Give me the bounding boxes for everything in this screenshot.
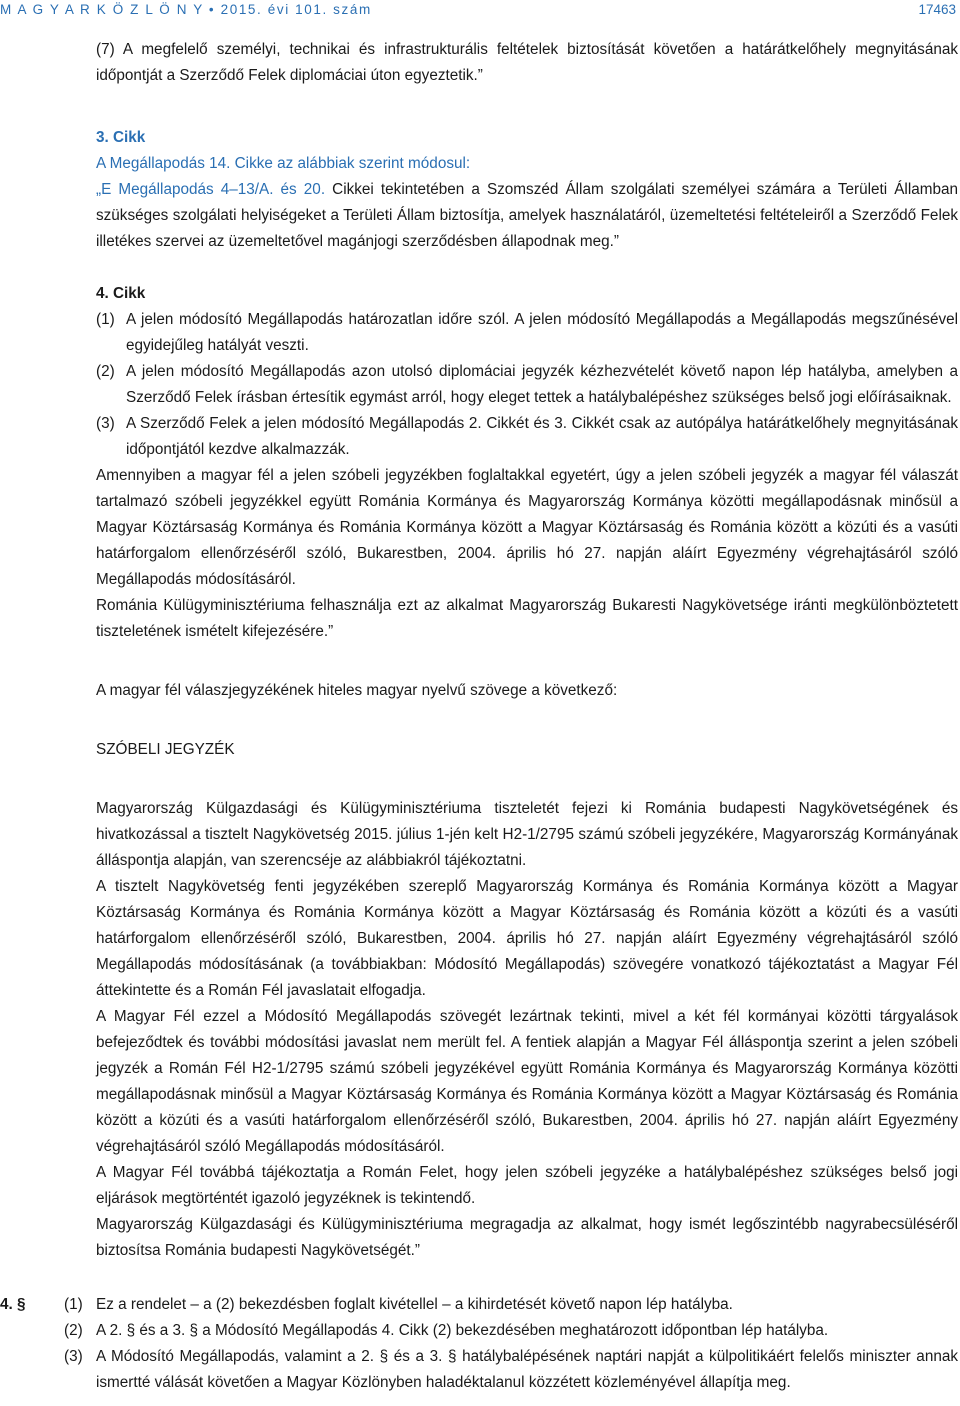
note-paragraph-4: A Magyar Fél továbbá tájékoztatja a Román Felet, hogy jelen szóbeli jegyzéke a hatálybalépéshez szükséges belső jogi eljárások megtörténtét igazoló jegyzéknek is tekintendő.	[96, 1164, 958, 1207]
cikk4-item-1	[96, 307, 958, 359]
note-paragraph-1: Magyarország Külgazdasági és Külügyminisztériuma tiszteletét fejezi ki Románia budapesti Nagykövetségének és hivatkozással a tisztelt Nagykövetség 2015. július 1-jén kelt H2-1/2795 számú szóbeli jegyzékére, Magyarország Kormányának álláspontja alapján, van szerencséje az alábbiakról tájékoztatni.	[96, 800, 958, 869]
intro-paragraph: (7) A megfelelő személyi, technikai és infrastrukturális feltételek biztosítását követően a határátkelőhely megnyitásának időpontját a Szerződő Felek diplomáciai úton egyeztetik.”	[96, 41, 958, 84]
cikk4-paragraph-b: Románia Külügyminisztériuma felhasználja ezt az alkalmat Magyarország Bukaresti Nagykövetsége iránti megkülönböztetett tiszteletének ismételt kifejezésére.”	[96, 597, 958, 640]
item-number: (3)	[96, 415, 115, 432]
cikk3-line1: A Megállapodás 14. Cikke az alábbiak szerint módosul:	[96, 155, 471, 172]
document-body	[0, 37, 958, 1396]
item-text: Ez a rendelet – a (2) bekezdésben foglalt kivétellel – a kihirdetését követő napon lép hatályba.	[96, 1296, 733, 1313]
item-text: A jelen módosító Megállapodás azon utolsó diplomáciai jegyzék kézhezvételét követő napon lép hatályba, amelyben a Szerződő Felek írásban értesítik egymást arról, hogy eleget tettek a hatálybalépéshez szükséges belső jogi előírásaiknak.	[126, 363, 958, 406]
item-text: A Szerződő Felek a jelen módosító Megállapodás 2. Cikkét és 3. Cikkét csak az autópálya határátkelőhely megnyitásának időpontjától kezdve alkalmazzák.	[126, 415, 958, 458]
page-number: 17463	[918, 2, 956, 17]
item-number: (2)	[64, 1322, 83, 1339]
note-heading: SZÓBELI JEGYZÉK	[96, 741, 235, 758]
cikk3-text-rest: Cikkei tekintetében a Szomszéd Állam szolgálati személyei számára a Területi Államban szükséges szolgálati helyiségeket a Területi Állam biztosítja, amelyek használatáról, üzemeltetési feltételeiről a Szerződő Felek illetékes szervei az üzemeltetővel magánjogi szerződésben állapodnak meg.”	[96, 181, 959, 250]
reply-intro: A magyar fél válaszjegyzékének hiteles magyar nyelvű szövege a következő:	[96, 682, 618, 699]
item-number: (1)	[96, 311, 115, 328]
item-text: A Módosító Megállapodás, valamint a 2. § és a 3. § hatálybalépésének naptári napját a külpolitikáért felelős miniszter annak ismertté válását követően a Magyar Közlönyben haladéktalanul közzétett közleményével állapítja meg.	[96, 1348, 958, 1391]
cikk3-title: 3. Cikk	[96, 129, 146, 146]
section-item-2	[64, 1318, 958, 1344]
section-label: 4. §	[0, 1296, 26, 1313]
cikk3-text-blue: „E Megállapodás 4–13/A. és 20.	[96, 181, 326, 198]
item-number: (1)	[64, 1296, 83, 1313]
item-number: (2)	[96, 363, 115, 380]
journal-title: M A G Y A R K Ö Z L Ö N Y • 2015. évi 101. szám	[0, 2, 372, 17]
cikk4-title: 4. Cikk	[96, 285, 146, 302]
item-text: A jelen módosító Megállapodás határozatlan időre szól. A jelen módosító Megállapodás a Megállapodás megszűnésével egyidejűleg hatályát veszti.	[126, 311, 958, 354]
cikk4-items	[0, 307, 958, 463]
cikk4-item-2	[96, 359, 958, 411]
cikk3-text	[0, 177, 958, 255]
note-paragraph-5: Magyarország Külgazdasági és Külügyminisztériuma megragadja az alkalmat, hogy ismét legőszintébb nagyrabecsüléséről biztosítsa Románia budapesti Nagykövetségét.”	[96, 1216, 958, 1259]
cikk4-paragraph-a: Amennyiben a magyar fél a jelen szóbeli jegyzékben foglaltakkal egyetért, úgy a jelen szóbeli jegyzék a magyar fél válaszát tartalmazó szóbeli jegyzékkel együtt Románia Kormánya és Magyarország Kormánya közötti megállapodásnak minősül a Magyar Köztársaság Kormánya és Románia Kormánya között a Magyar Köztársaság és Románia között a közúti és a vasúti határforgalom ellenőrzéséről szóló, Bukarestben, 2004. április hó 27. napján aláírt Egyezmény végrehajtásáról szóló Megállapodás módosításáról.	[96, 467, 958, 588]
note-paragraph-2: A tisztelt Nagykövetség fenti jegyzékében szereplő Magyarország Kormánya és Románia Kormánya között a Magyar Köztársaság Kormánya és Románia Kormánya között a Magyar Köztársaság és Románia között a közúti és a vasúti határforgalom ellenőrzéséről szóló, Bukarestben, 2004. április hó 27. napján aláírt Egyezmény végrehajtásáról szóló Megállapodás módosításának (a továbbiakban: Módosító Megállapodás) szövegére vonatkozó tájékoztatást a Magyar Fél áttekintette és a Román Fél javaslatait elfogadja.	[96, 878, 958, 999]
section-item-1	[64, 1292, 958, 1318]
item-text: A 2. § és a 3. § a Módosító Megállapodás 4. Cikk (2) bekezdésében meghatározott időpontban lép hatályba.	[96, 1322, 829, 1339]
item-number: (3)	[64, 1348, 83, 1365]
section-items	[64, 1292, 958, 1396]
page-header	[0, 0, 960, 22]
section-4	[0, 1292, 958, 1396]
note-paragraph-3: A Magyar Fél ezzel a Módosító Megállapodás szövegét lezártnak tekinti, mivel a két fél kormányai közötti tárgyalások befejeződtek és további módosítási javaslat nem merült fel. A fentiek alapján a Magyar Fél álláspontja szerint a jelen szóbeli jegyzék a Román Fél H2-1/2795 számú szóbeli jegyzékével együtt Románia Kormánya és Magyarország Kormánya közötti megállapodásnak minősül a Magyar Köztársaság Kormánya és Románia Kormánya között a Magyar Köztársaság és Románia között a közúti és a vasúti határforgalom ellenőrzéséről szóló, Bukarestben, 2004. április hó 27. napján aláírt Egyezmény végrehajtásáról szóló Megállapodás módosításáról.	[96, 1008, 958, 1155]
section-item-3	[64, 1344, 958, 1396]
cikk4-item-3	[96, 411, 958, 463]
